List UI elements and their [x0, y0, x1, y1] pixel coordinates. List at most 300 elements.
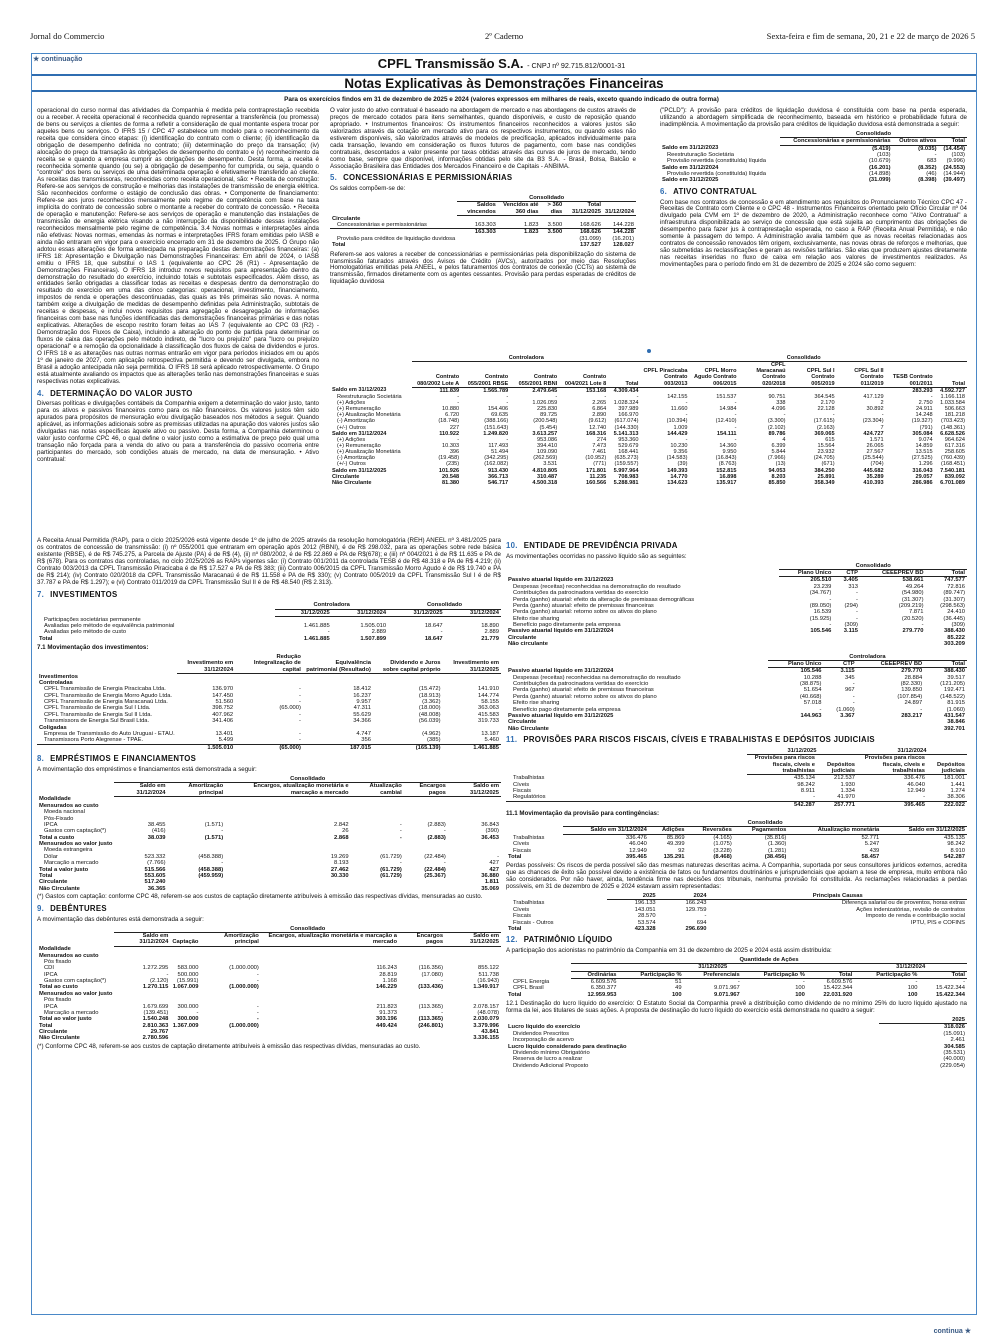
row-label: Fiscais [513, 847, 532, 854]
column-middle-top [330, 108, 636, 288]
table-cell: (17.615) [813, 418, 835, 425]
row-label: Benefício pago diretamente pela empresa [513, 622, 621, 629]
table-cell: (671) [821, 461, 835, 468]
table-cell: 53.574 [637, 919, 656, 926]
table-cell: 143.051 [634, 906, 656, 913]
table-cell: (133.436) [418, 984, 444, 991]
table-cell: (34.767) [809, 590, 832, 597]
table-cell: 427 [489, 866, 499, 873]
table-cell: - [734, 436, 737, 443]
section-11-1-heading: 11.1 Movimentação da provisão para contingências: [506, 810, 660, 818]
row-label: Moeda nacional [44, 809, 85, 816]
company-header [0, 57, 1003, 72]
section-name: 2º Caderno [485, 31, 524, 41]
table-cell: - [832, 412, 835, 419]
table-cell: (61.729) [380, 853, 402, 860]
table-cell: (1.360) [767, 841, 787, 848]
table-cell: 19.269 [330, 853, 349, 860]
table-cell: 6.609.576 [826, 979, 853, 986]
table-cell: (22.484) [424, 853, 446, 860]
table-cell: 363.063 [478, 705, 499, 712]
continued-bottom-label: continua ★ [933, 1328, 971, 1335]
table-cell: (8.468) [713, 853, 732, 860]
table-row [37, 636, 501, 642]
table-cell: 153.168 [586, 387, 607, 394]
table-cell: 147.450 [212, 692, 234, 699]
table-cell: 192.471 [944, 687, 965, 694]
table-cell: - [506, 436, 509, 443]
table-row [506, 979, 967, 986]
fair-value-paragraph: O valor justo do ativo contratual é baseado na abordagem de mercado e nas abordagens de custos através de preços de mercado cotados para itens semelhantes, quando disponíveis, e custo de reposição quando apropriado. • Instrumentos financeiros: Os instrumentos financeiros reconhecidos a valores justos são valorizados através da cotação em mercado ativo para os respectivos instrumentos, ou quando estes não estiverem disponíveis, são valorizados através de modelos de precificação, aplicados individualmente para cada transação, levando em consideração os fluxos futuros de pagamento, com base nas condições contratuais, descontados a valor presente por taxas obtidas através das curvas de juros de mercado, tendo como base, sempre que disponível, informações obtidas pelo site da B3 S.A. - Brasil, Bolsa, Balcão e Associação Brasileira das Entidades dos Mercados Financeiro e de Capitais - ANBIMA. [330, 107, 636, 170]
table-cell: 3.336.155 [473, 1035, 499, 1042]
table-cell: 51.494 [491, 449, 509, 456]
table-cell: 506.663 [944, 406, 965, 413]
table-cell: (18.913) [418, 692, 441, 699]
table-cell: - [457, 399, 460, 406]
table-cell [541, 242, 565, 248]
row-label: Moeda estrangeira [44, 847, 93, 854]
row-label: Perda (ganho) atuarial: efeito de premissas financeiras [513, 687, 654, 694]
table-cell: 9.071.967 [713, 991, 740, 998]
table-cell: - [506, 399, 509, 406]
table-cell: - [604, 393, 607, 400]
table-cell: 6.609.576 [590, 979, 617, 986]
company-cnpj: - CNPJ nº 92.715.812/0001-31 [527, 61, 626, 70]
table-cell: 14.770 [670, 473, 688, 480]
table-cell: 22.128 [817, 406, 835, 413]
contract-asset-area [330, 355, 967, 486]
table-row [37, 886, 501, 892]
row-label: Cíveis [513, 781, 530, 788]
table-cell: 369.065 [814, 430, 835, 437]
contract-asset-table: Controladora Consolidado Contrato 080/2002 Lote A Contrato 055/2001 RBSE Contrato 055/2001 RBNI Contrato 004/2021 Lote 8 Total CPFL Piracicaba Contrato 003/2013 CPFL Morro Agudo Contrato 006/2015 CPFL Maracanaú Contrato 020/2018 CPFL Sul I Contrato 005/2019 CPFL Sul II Contrato 011/2019 TESB Contrato 001/2011 Total Saldo em 31/12/2023 111.839 1.565.789 2.479.645 153.168 4.309.434 283.293 4.592.727 Reestruturação Societária - - - - - 142.155 151.537 90.751 364.545 417.129 - 1.166.118 (+) Adições - - 1.026.059 2.265 1.028.324 - - 338 2.170 2 2.750 1.033.584 (+) Remuneração 10.880 154.406 225.830 6.864 397.989 11.660 14.984 4.096 22.128 30.892 24.911 506.663 (+) Atualização Monetária 6.720 69.635 89.725 2.890 166.970 - - - - - 14.248 181.218 (-) Amortização (18.748) (388.166) (200.548) (9.612) (617.074) (10.394) (12.410) (3.300) (17.615) (23.304) (19.327) (703.423) (+/-) Outros 227 (151.643) (5.454) 12.740 (144.330) 1.009 - (2.102) (2.163) 7 (791) (148.361) Saldo em 31/12/2024 110.922 1.249.820 3.613.257 168.316 5.141.313 144.429 154.111 89.786 369.065 424.727 305.084 6.628.526 (+) Adições - - 953.086 274 953.360 - - 4 615 1.571 9.074 964.624 (+) Remuneração 10.303 117.493 394.410 7.473 529.679 10.230 14.360 6.399 15.564 26.065 14.859 617.316 (+) Atualização Monetária 396 51.494 109.090 7.461 168.441 9.356 9.950 5.844 23.932 27.567 13.515 258.605 (-) Amortização (19.458) (342.295) (262.569) (10.952) (635.273) (14.583) (16.843) (7.966) (24.705) (25.544) (27.525) (760.439) (+/-) Outros (235) (162.082) 3.531 (771) (159.557) (39) (8.763) (13) (671) (704) 1.296 (168.451) Saldo em 31/12/2025 101.926 913.430 4.810.805 171.801 5.997.964 149.393 152.815 94.053 384.250 445.682 316.043 7.540.181 Circulante 20.548 366.713 310.487 11.235 708.983 14.770 16.898 8.203 25.891 35.289 29.057 839.092 Não Circulante 81.380 546.717 4.500.318 160.566 5.288.981 134.623 135.917 85.850 358.349 410.393 286.986 6.701.089 [332, 355, 965, 486]
table-cell: 1.505.010 [360, 622, 387, 629]
table-cell: 1.249.820 [483, 430, 509, 437]
row-label: Total [332, 242, 346, 249]
table-cell: 5.997.964 [613, 467, 639, 474]
table-cell: 6.864 [592, 406, 607, 413]
row-label: Dividendos Prescritos [513, 1030, 570, 1037]
table-cell: 424.727 [863, 430, 884, 437]
row-label: Não Circulante [332, 479, 372, 486]
table-cell: 10.880 [442, 406, 460, 413]
row-label: Saldo em 31/12/2025 [332, 467, 387, 474]
column-header: Contrato 080/2002 Lote A [412, 362, 461, 388]
table-cell [168, 886, 226, 892]
table-cell: 2.810.363 [142, 1022, 169, 1029]
table-cell: (24.553) [943, 164, 965, 171]
newspaper-masthead [30, 32, 975, 46]
table-cell: 51.560 [215, 699, 234, 706]
table-cell: - [399, 860, 402, 867]
table-cell: 24.410 [947, 609, 965, 616]
row-label: Transmissora de Energia Sul Brasil Ltda. [44, 718, 150, 725]
table-cell: (459.959) [198, 872, 224, 879]
table-cell: 49.264 [905, 583, 924, 590]
table-cell [833, 641, 860, 647]
table-cell: 2.078.157 [473, 1003, 499, 1010]
table-cell: 1.334 [840, 788, 855, 794]
table-cell: - [734, 399, 737, 406]
table-cell: 24.911 [915, 406, 933, 413]
row-label: Provisão revertida (constituída) líquida [667, 158, 766, 165]
table-cell: 617.316 [944, 442, 965, 449]
table-cell: 94.053 [768, 467, 786, 474]
table-cell: (704) [870, 461, 884, 468]
table-cell: - [930, 393, 933, 400]
table-cell: (35.531) [943, 1049, 965, 1056]
table-cell: - [704, 913, 707, 920]
row-label: Total [508, 853, 522, 860]
table-cell: 517.240 [144, 879, 166, 886]
row-label: Total [39, 872, 53, 879]
row-label: Total ao custo [39, 984, 78, 991]
row-label: Perda (ganho) atuarial: retorno sobre os ativos do plano [513, 609, 657, 616]
table-cell: 41.970 [837, 794, 855, 801]
table-cell: 2.170 [820, 399, 835, 406]
table-cell: 117.493 [488, 442, 509, 449]
row-label: Empresa de Transmissão do Auto Uruguai - ETAU. [44, 730, 175, 737]
table-cell [261, 1035, 399, 1041]
table-cell: (27.525) [911, 455, 933, 462]
table-cell: - [256, 1003, 259, 1010]
table-cell: (82.330) [900, 681, 923, 688]
table-cell: 366.713 [487, 473, 509, 480]
column-header: Total [935, 362, 967, 388]
table-cell: - [441, 978, 444, 985]
table-cell: 274 [596, 436, 607, 443]
table-cell: 2.030.079 [473, 1016, 499, 1023]
table-cell: 28.570 [637, 913, 656, 920]
row-label: Participações societárias permanente [44, 616, 141, 623]
table-cell: 3.405 [843, 577, 858, 584]
document-title: Notas Explicativas às Demonstrações Financeiras [32, 74, 976, 92]
table-cell: 2.780.596 [142, 1035, 169, 1042]
table-cell: 168.441 [618, 449, 639, 456]
table-cell: (16.943) [477, 978, 499, 985]
table-cell: 1.274 [950, 788, 965, 794]
table-cell: 38.846 [947, 719, 965, 726]
row-label: Avaliadas pelo método de custo [44, 629, 127, 636]
table-cell: 2.890 [592, 412, 607, 419]
table-cell [837, 387, 886, 394]
table-cell: 154.111 [716, 430, 737, 437]
table-row [330, 480, 967, 486]
table-cell: (113.365) [418, 1016, 444, 1023]
table-cell: (209.219) [898, 602, 924, 609]
row-label: Saldo em 31/12/2024 [332, 430, 387, 437]
table-cell: (2.102) [767, 424, 786, 431]
table-cell: 135.291 [663, 853, 685, 860]
table-cell: 222.022 [927, 801, 967, 808]
section-4-heading: 4. DETERMINAÇÃO DO VALOR JUSTO [37, 388, 193, 398]
table-cell: - [963, 979, 965, 986]
table-cell: 542.287 [747, 801, 817, 808]
table-cell: (39.497) [943, 177, 965, 184]
table-cell: 615 [825, 436, 835, 443]
row-label: Gastos com captação(*) [44, 828, 107, 835]
row-label [330, 229, 457, 236]
table-cell: 1.823 [524, 222, 539, 229]
column-header: TESB Contrato 001/2011 [886, 362, 935, 388]
table-cell: 258.605 [944, 449, 965, 456]
table-cell: - [856, 615, 858, 622]
table-cell: 583.000 [177, 965, 199, 972]
row-label: (+) Atualização Monetária [337, 412, 401, 419]
table-cell: 4.309.434 [613, 387, 639, 394]
table-cell: (14.454) [943, 145, 965, 152]
column-header: Contrato 055/2001 RBSE [461, 362, 510, 388]
table-cell: 300.000 [177, 1003, 199, 1010]
row-label: CPFL Transmissão de Energia Morro Agudo Ltda. [44, 692, 173, 699]
table-cell: 81.915 [947, 700, 965, 707]
table-cell: (7.766) [147, 860, 166, 867]
table-row [660, 177, 967, 183]
table-cell: 3.500 [541, 229, 565, 236]
table-cell: - [298, 711, 301, 718]
table-cell: - [685, 436, 688, 443]
section-7-heading: 7. INVESTIMENTOS [37, 589, 118, 599]
table-cell: 100 [907, 991, 918, 998]
column-header: Contrato 055/2001 RBNI [510, 362, 559, 388]
table-cell: - [298, 718, 301, 725]
table-row [506, 726, 967, 732]
table-cell: (10.952) [585, 455, 607, 462]
table-cell: 225.830 [536, 406, 558, 413]
table-cell: - [443, 828, 446, 835]
table-cell: 694 [696, 919, 707, 926]
row-label: Pós-Fixado [44, 815, 74, 822]
table-cell: (15.991) [176, 978, 199, 985]
row-label: Perda (ganho) atuarial: retorno sobre os ativos do plano [513, 693, 657, 700]
row-label: CPFL Energia [513, 978, 550, 985]
table-cell: - [852, 700, 855, 707]
section-5-note: Referem-se aos valores a receber de concessionárias e permissionárias pela disponibilização do sistema de transmissão faturados através dos Avisos de Crédito (AVCs), autorizados por meio das Resoluções Homologatórias emitidas pela ANEEL, e pelos faturamentos dos contratos de conexão (CCTs) ao sistema de transmissão, firmados diretamente com os agentes cessantes. Provisão para perdas esperadas de créditos de liquidação duvidosa [330, 250, 636, 286]
table-cell: 395.465 [625, 853, 647, 860]
table-cell: (2.883) [427, 834, 446, 841]
table-cell: (388.166) [484, 418, 509, 425]
table-cell: - [399, 821, 402, 828]
table-cell: 27.462 [330, 866, 349, 873]
table-cell: (18.748) [438, 418, 460, 425]
table-cell: 300.000 [177, 1016, 199, 1023]
table-cell: (65.000) [279, 705, 301, 712]
section-9-heading: 9. DEBÊNTURES [37, 903, 107, 913]
table-cell: 310.487 [536, 473, 558, 480]
table-cell: 98.242 [797, 781, 815, 788]
table-cell: (1.571) [204, 834, 224, 841]
table-cell: 15.422.344 [823, 985, 853, 992]
section-6-text: Com base nos contratos de concessão e em atendimento aos requisitos do Pronunciamento Técnico CPC 47 - Receitas de Contrato com Cliente e o CPC 48 - Instrumentos Financeiros orientado pelo Ofício Circular nº 04 divulgado pela CVM em 1º de dezembro de 2020, a Administração reconhece como "Ativo Contratual" a infraestrutura disponibilizada ao serviço de concessão que está sujeita ao cumprimento das obrigações de desempenho para fazer jus à contraprestação esperada, no caso a RAP (Receita Anual Permitida), e não somente à passagem do tempo. A Administração avalia também que as novas receitas relacionadas aos contratos de concessão renovados têm origem, exclusivamente, nas novas obras de reforços e melhorias, que são submetidas às reclassificações e geram as revisões tarifárias. São elas que produzem ajustes diretamente nas receitas inseridas no fluxo de caixa em relação aos valores de investimentos realizados. As movimentações para o período findo em 31 de dezembro de 2025 e 2024 são como seguem: [660, 198, 967, 268]
table-cell: 1.166.118 [940, 393, 965, 400]
table-cell: (229.054) [940, 1062, 965, 1069]
table-cell: (2.163) [816, 424, 835, 431]
table-cell: (56.039) [418, 718, 441, 725]
table-cell: (35.816) [764, 834, 787, 841]
table-cell: 500.000 [177, 971, 199, 978]
row-label: Dólar [44, 853, 58, 860]
table-cell: 2.889 [484, 629, 499, 636]
table-cell: 303.209 [944, 641, 965, 648]
table-cell: 7.461 [592, 449, 607, 456]
table-cell: 12.949 [907, 788, 925, 794]
table-cell: 69.635 [491, 412, 509, 419]
table-cell: 38.455 [147, 821, 166, 828]
table-cell: (9.996) [946, 158, 965, 165]
column-right-top [660, 108, 967, 271]
row-label: Fiscais [513, 913, 532, 920]
table-cell: 90.751 [768, 393, 786, 400]
table-cell: 318.026 [944, 1024, 965, 1031]
table-cell: 12.959.953 [587, 991, 617, 998]
row-label: (+) Atualização Monetária [337, 449, 401, 456]
table-cell: 23.239 [813, 583, 832, 590]
table-cell: - [440, 629, 443, 636]
row-label: Passivo atuarial líquido em 31/12/2023 [508, 577, 614, 584]
table-cell: 101.926 [438, 467, 460, 474]
table-cell: (1.000.000) [229, 1022, 259, 1029]
table-cell: (25.544) [862, 455, 884, 462]
table-cell: (9.612) [588, 418, 607, 425]
profit-allocation-table: 2025 Lucro líquido do exercício 318.026 Dividendos Prescritos (15.091) Incorporação de acervo 2.461 Lucro líquido considerado para destinação 304.585 Dividendo mínimo Obrigatório (35.531) Reserva de lucro a realizar (40.000) Dividendo Adicional Proposto (229.054) [508, 1017, 965, 1069]
table-cell: 356 [361, 737, 371, 744]
table-cell [860, 641, 926, 647]
table-cell: 2.868 [334, 834, 349, 841]
table-cell: (107.854) [897, 693, 923, 700]
table-cell: 6.701.089 [940, 479, 965, 486]
table-cell: 181.218 [944, 412, 965, 419]
investments-table: Controladora Consolidado 31/12/2025 31/12/2024 31/12/2025 31/12/2024 Participações societárias permanente Avaliadas pelo método de equivalência patrimonial 1.461.885 1.505.010 18.647 18.890 Avaliadas pelo método de custo - 2.889 - 2.889 Total 1.461.885 1.507.899 18.647 21.779 [39, 602, 499, 642]
table-cell [640, 387, 689, 394]
row-label: CPFL Transmissão de Energia Piracicaba Ltda. [44, 686, 166, 693]
table-cell: 6.350.377 [590, 985, 617, 992]
table-cell: - [829, 622, 832, 629]
table-cell: - [399, 828, 402, 835]
table-cell: 1.930 [840, 781, 855, 788]
table-cell: 30.330 [330, 872, 349, 879]
table-cell: (458.388) [198, 866, 224, 873]
table-cell: 435.135 [944, 834, 965, 841]
table-cell: 1.811 [484, 879, 499, 886]
table-cell: - [441, 1009, 444, 1016]
table-cell: 3.115 [840, 668, 855, 675]
table-row [37, 737, 501, 744]
section-12-1-text: 12.1 Destinação do lucro líquido do exercício: O Estatuto Social da Companhia prevê a distribuição como dividendo de no mínimo 25% do lucro líquido ajustado na forma da lei, aos titulares de suas ações. A proposta de destinação do lucro líquido do exercício está demonstrada no quadro a seguir: [506, 1000, 967, 1015]
table-cell: (15.091) [943, 1030, 965, 1037]
table-cell: 100 [907, 985, 918, 992]
row-label: Marcação a mercado [44, 860, 99, 867]
row-label: Efeito rise sharing [513, 700, 560, 707]
table-cell: 36.843 [481, 821, 499, 828]
table-cell [708, 926, 967, 932]
row-label: Total ao valor justo [39, 1016, 92, 1023]
table-cell [823, 726, 856, 732]
table-cell: 511.738 [478, 971, 499, 978]
possible-losses-paragraph: Perdas possíveis: Os riscos de perda possível são das mesmas naturezas descritas acima. A Companhia, suportada por seus consultores jurídicos externos, acredita que as chances de êxito são possível devido a existência de fatos ou fundamentos doutrinários e jurisprudenciais que apoiam a tese de empresa, muito embora não são considerados. Por não haver, ainda, tendência firme nas decisões dos tribunais, nenhuma provisão foi constituída. As reclamações relacionadas a perdas possíveis, em 31 de dezembro de 2025 e 2024 estavam assim representadas: [506, 862, 967, 891]
section-8-heading: 8. EMPRÉSTIMOS E FINANCIAMENTOS [37, 754, 197, 764]
row-label: Circulante [508, 719, 537, 726]
row-label: Total [39, 1022, 53, 1029]
table-cell: - [819, 706, 822, 713]
table-row [506, 801, 967, 808]
contingencies-table: Consolidado Saldo em 31/12/2024 Adições Reversões Pagamentos Atualização monetária Saldo em 31/12/2025 Trabalhistas 336.476 85.869 (4.165) (35.816) 52.771 435.135 Cíveis 46.040 49.399 (1.075) (1.360) 5.247 98.242 Fiscais 12.949 92 (3.228) (1.281) 439 8.910 Total 395.465 135.291 (8.468) (38.456) 58.457 542.287 [508, 820, 965, 860]
table-cell: (1.060) [836, 706, 855, 713]
table-cell: (31.099) [868, 177, 891, 184]
section-6-heading: 6. ATIVO CONTRATUAL [660, 186, 757, 196]
table-cell: 9.356 [673, 449, 688, 456]
table-cell: 12.949 [629, 847, 647, 854]
table-cell: 4.747 [356, 730, 371, 737]
table-cell: 1.009 [673, 424, 688, 431]
table-cell: (12.410) [715, 418, 737, 425]
table-cell: (16.201) [868, 164, 891, 171]
table-cell: 1.505.010 [177, 744, 235, 751]
table-cell: (14.583) [666, 455, 688, 462]
table-cell: (89.747) [943, 590, 965, 597]
pcld-table: Consolidado Concessionárias e permissionárias Outros ativos Total Saldo em 31/12/2023 (5.419) (9.035) (14.454) Reestruturação Societária (103) - (103) Provisão revertida (constituída) líquida (10.679) 683 (9.996) Saldo em 31/12/2024 (16.201) (8.352) (24.553) Provisão revertida (constituída) líquida (14.898) (46) (14.944) Saldo em 31/12/2025 (31.099) (8.398) (39.497) [662, 130, 965, 184]
table-cell: 279.770 [902, 628, 924, 635]
table-cell: 14.360 [719, 442, 737, 449]
table-cell: 171.801 [586, 467, 607, 474]
rap-paragraph: A Receita Anual Permitida (RAP), para o ciclo 2025/2026 está vigente desde 1º de julho de 2025 através da resolução homologatória (REH) ANEEL nº 3.481/2025 para os contratos de concessão de transmissão: (i) nº 055/2001 que entraram em operação após 2012 (RBNI), é de R$ 298.032, para as operações sobre rede básica existente (RBSE), é de R$ 745.275, a Parcela de Ajuste (PA) é de R$ (4), (ii) nº 080/2002, é de R$ 22.869 e PA de R$(678); e (iii) nº 004/2021 é de R$ 11.635 e PA de R$ (678). Para os contratos das controladas, no ciclo 2025/2026 as RAPs vigentes são: (i) Contrato 001/2011 da controlada TESB é de R$ 48.318 e PA de R$ 4.219; (ii) Contrato 003/2013 da CPFL Transmissão Piracicaba é de R$ 17.527 e PA de R$ 383; (iii) Contrato 006/2015 da CPFL Transmissão Morro Agudo é de R$ 19.740 e PA de R$ 214); (iv) Contrato 020/2018 da CPFL Transmissão Maracanaú é de R$ 11.558 e PA de R$ 330); (v) Contrato 005/2019 da CPFL Transmissão Sul I é de R$ 37.787 e PA de R$ 1.297); e (vi) Contrato 011/2019 da CPFL Transmissão Sul II é de R$ 48.540 (R$ 2.313). [37, 537, 501, 586]
table-cell: (17.080) [421, 971, 444, 978]
table-cell: (1.571) [204, 821, 224, 828]
table-cell: (385) [426, 737, 441, 744]
section-7-1-heading: 7.1 Movimentação dos investimentos: [37, 644, 149, 652]
table-cell: - [443, 860, 446, 867]
table-cell: - [298, 730, 301, 737]
table-cell: 22.031.920 [823, 991, 853, 998]
table-cell: 15.564 [817, 442, 835, 449]
table-cell: 47.311 [353, 705, 371, 712]
table-cell: - [555, 393, 558, 400]
table-cell: (703.423) [941, 418, 965, 425]
table-cell: 29.767 [150, 1029, 169, 1036]
table-cell: 336.476 [904, 775, 925, 782]
table-cell: 388.430 [944, 628, 965, 635]
debentures-table: Consolidado Saldo em 31/12/2024 Captação Amortização principal Encargos, atualização monetária e marcação a mercado Encargos pagos Saldo em 31/12/2025 Modalidade Mensurados ao custo Pós fixado CDI 1.272.295 583.000 (1.000.000) 116.243 (116.356) 855.122 IPCA - 500.000 - 28.819 (17.080) 511.738 Gastos com captação(*) (2.120) (15.991) - 1.168 - (16.943) Total ao custo 1.270.115 1.067.009 (1.000.000) 146.229 (133.436) 1.349.917 Mensurados ao valor justo Pós fixado IPCA 1.679.699 300.000 - 211.823 (113.365) 2.078.157 Marcação a mercado (139.451) - - 91.373 - (48.078) Total ao valor justo 1.540.248 300.000 - 303.196 (113.365) 2.030.079 Total 2.810.363 1.367.009 (1.000.000) 449.424 (246.801) 3.379.996 Circulante 29.767 43.841 Não Circulante 2.780.596 3.336.155 [39, 925, 499, 1042]
row-label: CDI [44, 965, 54, 972]
table-cell: 136.970 [212, 686, 234, 693]
table-cell: (159.557) [614, 461, 639, 468]
table-cell: 529.679 [618, 442, 639, 449]
table-cell: 9.957 [356, 699, 371, 706]
table-cell: (4.962) [422, 730, 441, 737]
table-cell: 1.028.324 [613, 399, 639, 406]
table-cell: 1.565.789 [483, 387, 509, 394]
column-header: CPFL Sul I Contrato 005/2019 [788, 362, 837, 388]
table-cell: 5.499 [218, 737, 234, 744]
table-cell: 196.133 [634, 900, 656, 907]
table-cell: - [166, 971, 169, 978]
section-4-text: Diversas políticas e divulgações contábeis da Companhia exigem a determinação do valor justo, tanto para os ativos e passivos financeiros como para os não financeiros. Os valores justos têm sido apurados para propósitos de mensuração e/ou divulgação baseados nos métodos a seguir. Quando aplicável, as informações adicionais sobre as premissas utilizadas na apuração dos valores justos são divulgadas nas notas específicas àquele ativo ou passivo. Desta forma, a Companhia determinou o valor justo conforme CPC 46, o qual define o valor justo como a estimativa de preço pelo qual uma transação não forçada para a venda do ativo ou para a transferência do passivo ocorreria entre participantes do mercado, sob condições atuais de mercado, na data de mensuração. • Ativo contratual: [37, 400, 319, 463]
table-cell: 111.839 [439, 387, 460, 394]
table-cell: 211.823 [376, 1003, 398, 1010]
table-cell: 1.349.917 [473, 984, 499, 991]
company-name: CPFL Transmissão S.A. [377, 56, 524, 71]
table-cell [457, 242, 498, 248]
table-row [506, 794, 967, 801]
table-cell: 397.989 [618, 406, 639, 413]
table-cell: (65.000) [235, 744, 303, 751]
table-cell: 542.287 [944, 853, 965, 860]
table-cell: 110.922 [439, 430, 460, 437]
table-cell: 279.770 [901, 668, 923, 675]
table-cell: 27.567 [866, 449, 884, 456]
table-row [506, 641, 967, 647]
table-cell: 21.779 [481, 635, 499, 642]
table-cell: 2.750 [918, 399, 933, 406]
